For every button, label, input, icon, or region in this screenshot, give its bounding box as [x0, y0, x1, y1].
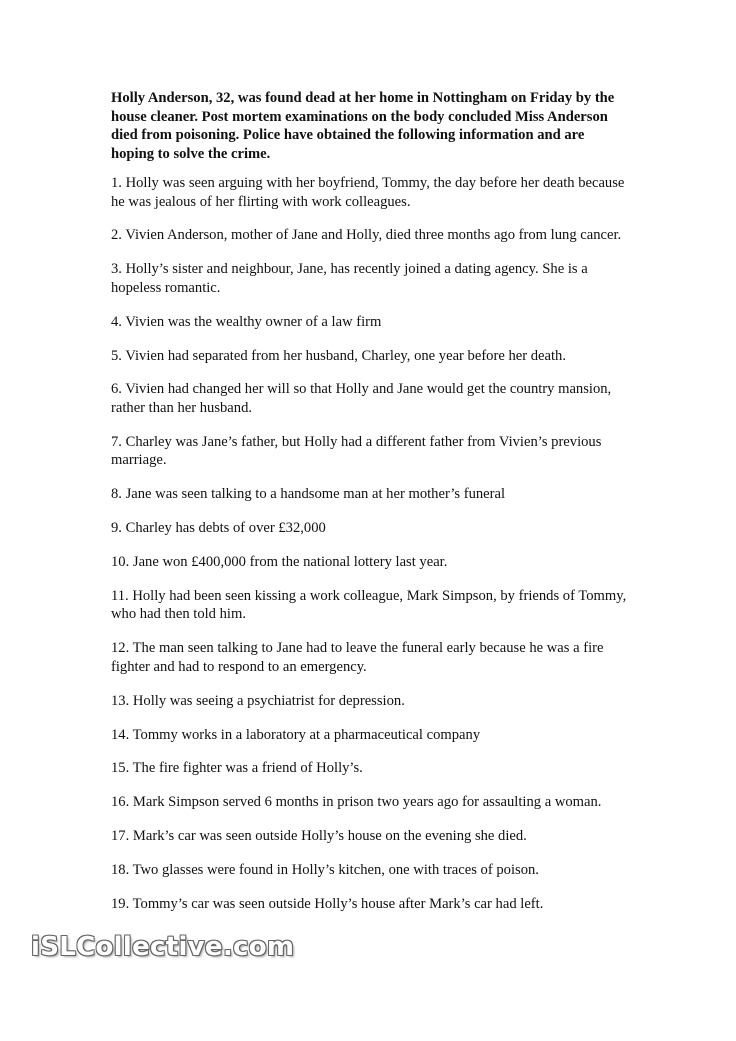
intro-paragraph: Holly Anderson, 32, was found dead at her home in Nottingham on Friday by the house cleaner. Post mortem examinations on the body concluded Miss Anderson died from poisoning. Police have obtained the following information and are hoping to solve the crime.	[111, 90, 615, 162]
clue-item: 3. Holly’s sister and neighbour, Jane, has recently joined a dating agency. She is a hopeless romantic.	[111, 261, 588, 296]
clue-item: 6. Vivien had changed her will so that Holly and Jane would get the country mansion, rather than her husband.	[111, 381, 612, 416]
clue-item: 10. Jane won £400,000 from the national lottery last year.	[111, 554, 448, 571]
clue-list	[111, 174, 631, 929]
clue-item: 5. Vivien had separated from her husband, Charley, one year before her death.	[111, 347, 566, 364]
clue-item: 9. Charley has debts of over £32,000	[111, 520, 326, 537]
clue-item: 2. Vivien Anderson, mother of Jane and Holly, died three months ago from lung cancer.	[111, 227, 622, 244]
clue-item: 11. Holly had been seen kissing a work colleague, Mark Simpson, by friends of Tommy, who had then told him.	[111, 587, 627, 623]
clue-item: 15. The fire fighter was a friend of Holly’s.	[111, 760, 363, 777]
clue-item: 17. Mark’s car was seen outside Holly’s house on the evening she died.	[111, 828, 527, 845]
clue-item: 8. Jane was seen talking to a handsome man at her mother’s funeral	[111, 486, 506, 503]
clue-item: 19. Tommy’s car was seen outside Holly’s house after Mark’s car had left.	[111, 896, 544, 913]
clue-item: 7. Charley was Jane’s father, but Holly had a different father from Vivien’s previous marriage.	[111, 433, 602, 469]
clue-item: 12. The man seen talking to Jane had to leave the funeral early because he was a fire fighter and had to respond to an emergency.	[111, 640, 604, 675]
clue-item: 13. Holly was seeing a psychiatrist for depression.	[111, 692, 405, 709]
clue-item: 1. Holly was seen arguing with her boyfriend, Tommy, the day before her death because he was jealous of her flirting with work colleagues.	[111, 175, 625, 210]
clue-item: 4. Vivien was the wealthy owner of a law firm	[111, 313, 382, 330]
clue-item: 18. Two glasses were found in Holly’s kitchen, one with traces of poison.	[111, 862, 539, 879]
clue-item: 14. Tommy works in a laboratory at a pharmaceutical company	[111, 726, 481, 743]
clue-item: 16. Mark Simpson served 6 months in prison two years ago for assaulting a woman.	[111, 794, 602, 811]
watermark-logo: iSLCollective.com	[31, 932, 295, 962]
